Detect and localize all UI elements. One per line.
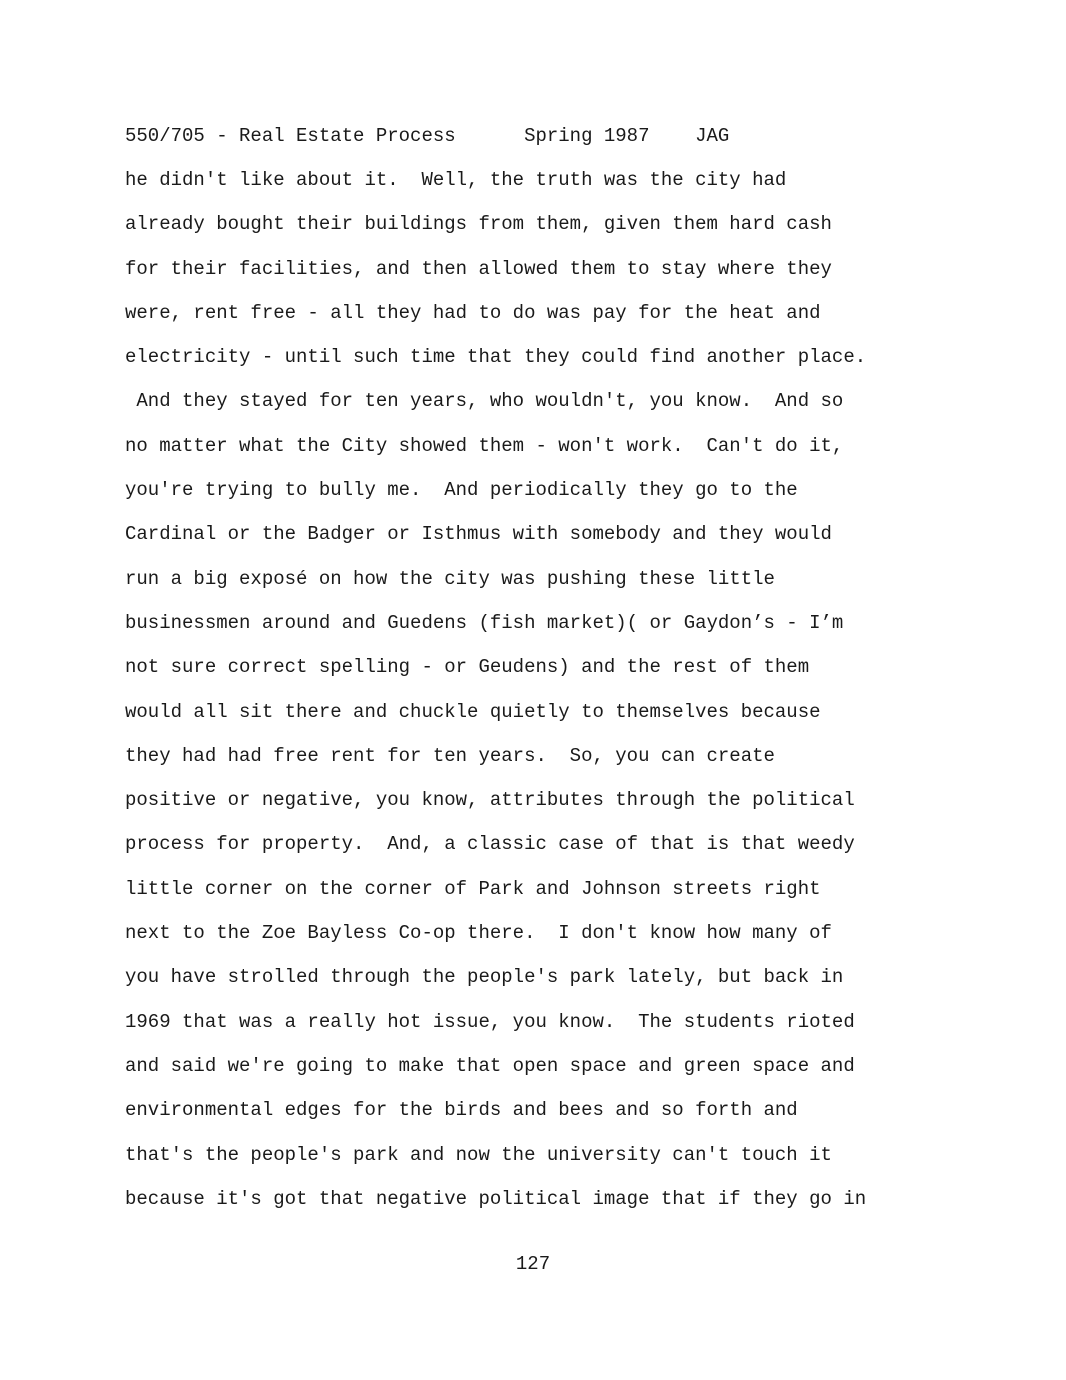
- text-line: because it's got that negative political image that if they go in: [125, 1187, 867, 1210]
- text-line: little corner on the corner of Park and Johnson streets right: [125, 877, 821, 900]
- text-line: positive or negative, you know, attributes through the political: [125, 789, 855, 812]
- transcript-body: [125, 168, 1025, 1231]
- text-line: And they stayed for ten years, who wouldn't, you know. And so: [125, 390, 844, 413]
- text-line: next to the Zoe Bayless Co-op there. I don't know how many of: [125, 922, 832, 945]
- text-line: they had had free rent for ten years. So, you can create: [125, 744, 775, 767]
- text-line: for their facilities, and then allowed them to stay where they: [125, 257, 832, 280]
- text-line: you have strolled through the people's park lately, but back in: [125, 966, 844, 989]
- text-line: were, rent free - all they had to do was pay for the heat and: [125, 301, 821, 324]
- page-number: 127: [515, 1253, 551, 1275]
- text-line: Cardinal or the Badger or Isthmus with somebody and they would: [125, 523, 832, 546]
- text-line: he didn't like about it. Well, the truth was the city had: [125, 169, 787, 191]
- text-line: you're trying to bully me. And periodically they go to the: [125, 479, 798, 502]
- text-line: and said we're going to make that open space and green space and: [125, 1054, 855, 1077]
- text-line: environmental edges for the birds and bees and so forth and: [125, 1099, 798, 1122]
- text-line: no matter what the City showed them - won't work. Can't do it,: [125, 434, 844, 457]
- text-line: already bought their buildings from them, given them hard cash: [125, 213, 832, 236]
- text-line: that's the people's park and now the university can't touch it: [125, 1143, 832, 1166]
- text-line: businessmen around and Guedens (fish market)( or Gaydon’s - I’m: [125, 611, 844, 634]
- page-header: 550/705 - Real Estate Process Spring 1987 JAG: [125, 125, 730, 147]
- text-line: run a big exposé on how the city was pushing these little: [125, 567, 775, 590]
- text-line: would all sit there and chuckle quietly to themselves because: [125, 700, 821, 723]
- text-line: not sure correct spelling - or Geudens) and the rest of them: [125, 656, 810, 679]
- text-line: 1969 that was a really hot issue, you know. The students rioted: [125, 1010, 855, 1033]
- text-line: process for property. And, a classic case of that is that weedy: [125, 833, 855, 856]
- text-line: electricity - until such time that they could find another place.: [125, 346, 867, 369]
